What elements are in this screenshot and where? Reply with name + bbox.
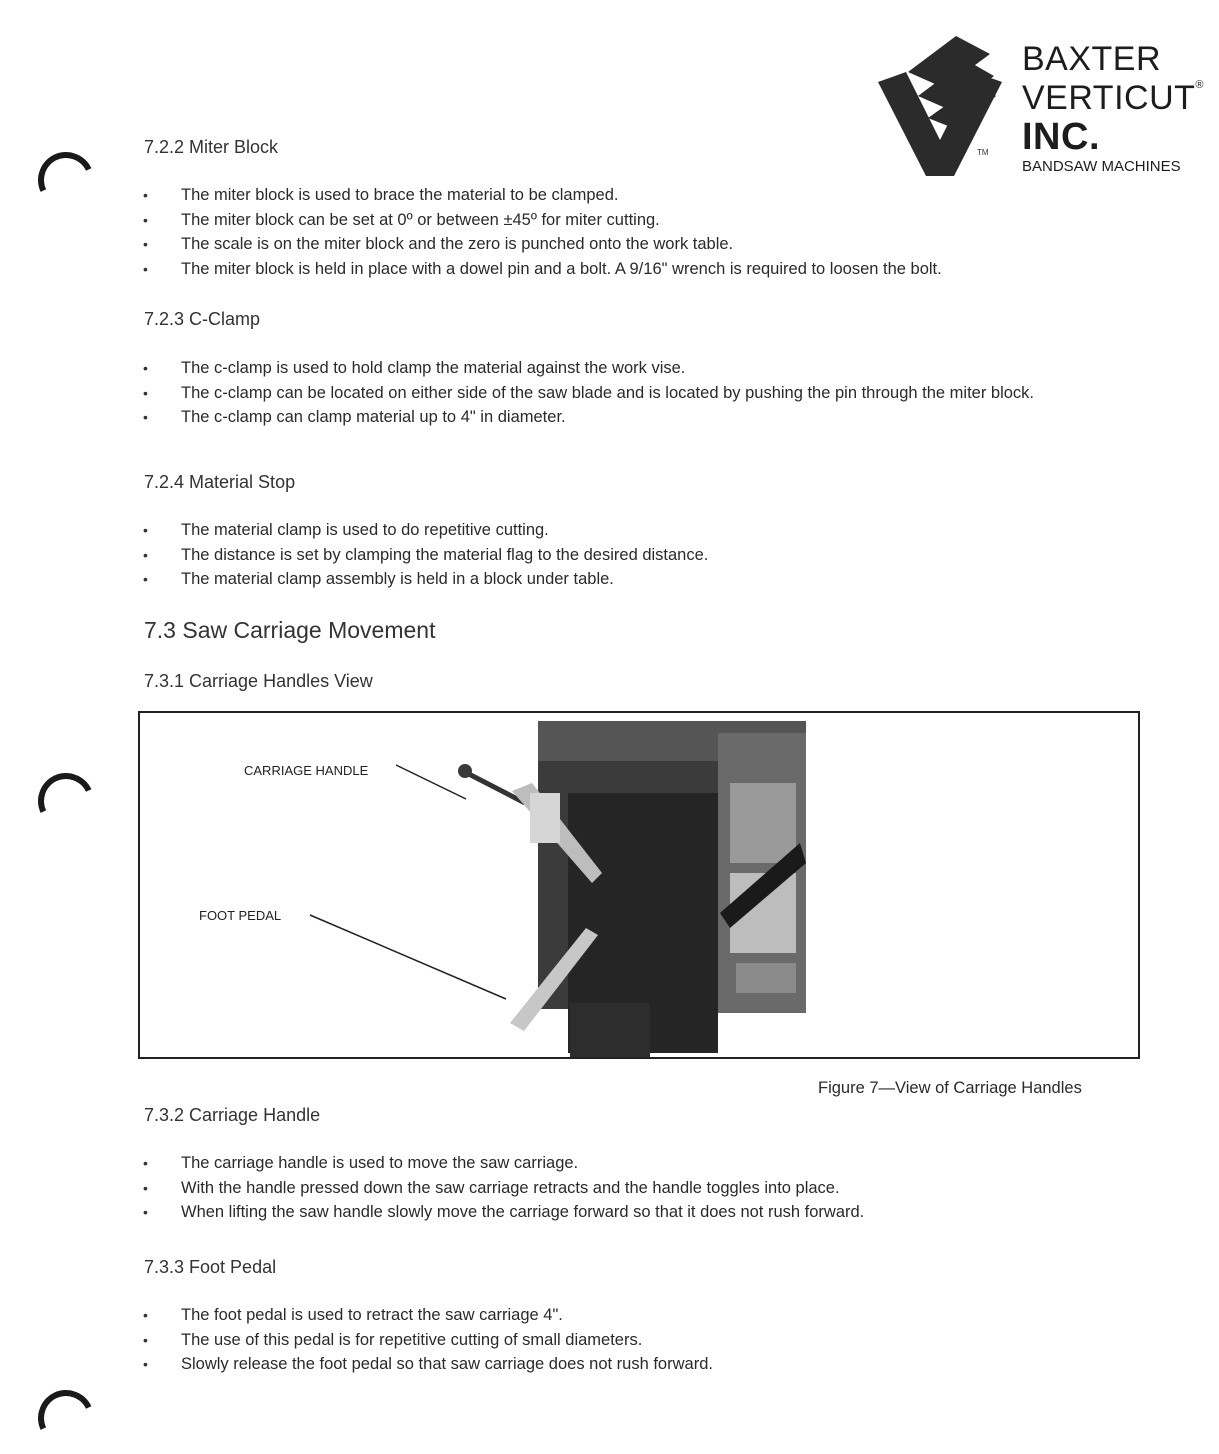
logo-tagline: BANDSAW MACHINES — [1022, 158, 1181, 175]
heading-carriage-handles-view: 7.3.1 Carriage Handles View — [144, 671, 373, 691]
list-item: • The c-clamp can clamp material up to 4" in diameter. — [140, 405, 1140, 430]
list-item: • The material clamp assembly is held in a block under table. — [140, 567, 1140, 592]
list-item: • With the handle pressed down the saw carriage retracts and the handle toggles into place. — [140, 1176, 1140, 1201]
list-item: • The miter block is held in place with a dowel pin and a bolt. A 9/16" wrench is required to loosen the bolt. — [140, 257, 1140, 282]
punch-hole-bottom — [30, 1382, 102, 1454]
list-item: • The foot pedal is used to retract the saw carriage 4". — [140, 1303, 1140, 1328]
list-item: • The use of this pedal is for repetitive cutting of small diameters. — [140, 1328, 1140, 1353]
logo-verticut-text: VERTICUT — [1022, 79, 1196, 117]
list-item: • The miter block is used to brace the material to be clamped. — [140, 183, 1140, 208]
list-item: • The c-clamp is used to hold clamp the material against the work vise. — [140, 356, 1140, 381]
list-material-stop — [140, 518, 1140, 592]
list-item: • The c-clamp can be located on either side of the saw blade and is located by pushing the pin through the miter block. — [140, 381, 1111, 406]
logo-line-baxter: BAXTER — [1022, 40, 1162, 78]
list-item: • The material clamp is used to do repetitive cutting. — [140, 518, 1140, 543]
logo-trademark: TM — [977, 148, 989, 157]
heading-c-clamp: 7.2.3 C-Clamp — [144, 309, 261, 329]
callout-foot-pedal: FOOT PEDAL — [199, 908, 282, 923]
callout-carriage-handle: CARRIAGE HANDLE — [244, 763, 369, 778]
punch-hole-top — [30, 144, 102, 216]
list-item: • The miter block can be set at 0º or between ±45º for miter cutting. — [140, 208, 1140, 233]
list-c-clamp — [140, 356, 1140, 430]
figure-carriage-handles — [138, 711, 1140, 1059]
logo-line-inc: INC. — [1022, 116, 1100, 158]
heading-saw-carriage-movement: 7.3 Saw Carriage Movement — [144, 617, 436, 643]
heading-carriage-handle: 7.3.2 Carriage Handle — [144, 1105, 321, 1125]
list-carriage-handle — [140, 1151, 1140, 1225]
heading-material-stop: 7.2.4 Material Stop — [144, 472, 296, 492]
logo-emblem-icon — [870, 30, 1010, 180]
punch-hole-middle — [30, 765, 102, 837]
list-miter-block — [140, 183, 1140, 281]
list-item: • Slowly release the foot pedal so that saw carriage does not rush forward. — [140, 1352, 1140, 1377]
heading-foot-pedal: 7.3.3 Foot Pedal — [144, 1257, 277, 1277]
list-item: • The scale is on the miter block and the zero is punched onto the work table. — [140, 232, 1140, 257]
list-item: • When lifting the saw handle slowly move the carriage forward so that it does not rush forward. — [140, 1200, 1140, 1225]
figure-caption: Figure 7—View of Carriage Handles — [818, 1079, 1082, 1097]
list-item: • The distance is set by clamping the material flag to the desired distance. — [140, 543, 1140, 568]
list-foot-pedal — [140, 1303, 1140, 1377]
logo-registered-mark: ® — [1195, 79, 1204, 91]
logo-line-verticut — [1022, 79, 1204, 118]
list-item: • The carriage handle is used to move the saw carriage. — [140, 1151, 1140, 1176]
heading-miter-block: 7.2.2 Miter Block — [144, 137, 279, 157]
